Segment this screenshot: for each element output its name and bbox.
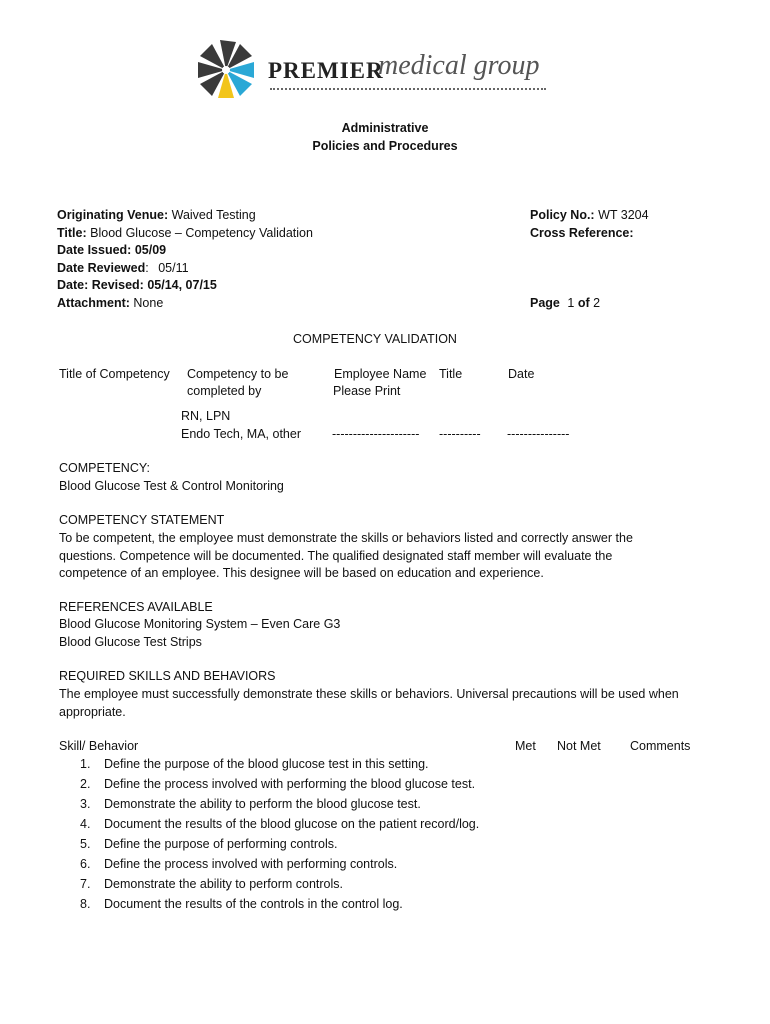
item-text: Define the process involved with performing controls. (104, 857, 398, 871)
roles-line2: Endo Tech, MA, other (181, 427, 301, 441)
item-text: Demonstrate the ability to perform the blood glucose test. (104, 797, 421, 811)
competency-text: Blood Glucose Test & Control Monitoring (59, 479, 284, 493)
revised-value: 05/14, 07/15 (147, 278, 217, 292)
col-employee-name-l2: Please Print (333, 384, 401, 398)
item-text: Define the process involved with performing the blood glucose test. (104, 777, 476, 791)
reviewed-colon: : (145, 261, 149, 275)
heading-policies: Policies and Procedures (312, 139, 458, 153)
meta-revised (57, 278, 217, 292)
policy-label: Policy No.: (530, 208, 595, 222)
meta-venue (57, 208, 256, 222)
page-num: 1 (567, 296, 575, 310)
reviewed-label: Date Reviewed (57, 261, 146, 275)
item-num: 4. (80, 817, 91, 831)
meta-policy (530, 208, 649, 222)
item-num: 2. (80, 777, 91, 791)
logo-word-medical-group: medical group (378, 50, 540, 81)
item-text: Define the purpose of the blood glucose test in this setting. (104, 757, 429, 771)
references-heading: REFERENCES AVAILABLE (59, 600, 213, 614)
item-num: 3. (80, 797, 91, 811)
policy-value: WT 3204 (598, 208, 649, 222)
title-value: Blood Glucose – Competency Validation (90, 226, 313, 240)
meta-title (57, 226, 313, 240)
blank-date: --------------- (507, 427, 570, 441)
item-num: 5. (80, 837, 91, 851)
venue-label: Originating Venue: (57, 208, 169, 222)
meta-reviewed (57, 261, 189, 275)
section-title: COMPETENCY VALIDATION (293, 332, 457, 346)
item-num: 8. (80, 897, 91, 911)
item-num: 6. (80, 857, 91, 871)
venue-value: Waived Testing (171, 208, 256, 222)
references-line1: Blood Glucose Monitoring System – Even Care G3 (59, 617, 341, 631)
meta-attachment (57, 296, 163, 310)
skills-col-comments: Comments (630, 739, 691, 753)
list-item (80, 897, 403, 911)
list-item (80, 817, 479, 831)
attachment-value: None (133, 296, 164, 310)
list-item (80, 837, 337, 851)
skills-col-met: Met (515, 739, 536, 753)
col-title: Title (439, 367, 463, 381)
col-date: Date (508, 367, 535, 381)
statement-heading: COMPETENCY STATEMENT (59, 513, 225, 527)
list-item (80, 877, 343, 891)
required-text: The employee must successfully demonstrate these skills or behaviors. Universal precautions will be used when appropriate. (59, 687, 679, 719)
col-title-of-competency: Title of Competency (59, 367, 170, 381)
page-label: Page (530, 296, 560, 310)
item-text: Document the results of the controls in the control log. (104, 897, 403, 911)
meta-issued (57, 243, 166, 257)
pinwheel-logo-icon (186, 38, 266, 102)
list-item (80, 797, 421, 811)
heading-administrative: Administrative (341, 121, 429, 135)
issued-value: 05/09 (134, 243, 167, 257)
blank-employee-name: --------------------- (332, 427, 420, 441)
meta-page (530, 296, 600, 310)
blank-title: ---------- (439, 427, 481, 441)
list-item (80, 777, 475, 791)
item-text: Document the results of the blood glucose on the patient record/log. (104, 817, 480, 831)
title-label: Title: (57, 226, 87, 240)
required-heading: REQUIRED SKILLS AND BEHAVIORS (59, 669, 276, 683)
col-competency-to-be-l1: Competency to be (187, 367, 289, 381)
item-num: 7. (80, 877, 91, 891)
roles-line1: RN, LPN (181, 409, 231, 423)
item-text: Demonstrate the ability to perform controls. (104, 877, 343, 891)
list-item (80, 857, 397, 871)
attachment-label: Attachment: (57, 296, 130, 310)
meta-crossref: Cross Reference: (530, 226, 634, 240)
revised-label: Date: Revised: (57, 278, 144, 292)
page-of: of (577, 296, 590, 310)
references-line2: Blood Glucose Test Strips (59, 635, 202, 649)
list-item (80, 757, 429, 771)
competency-heading: COMPETENCY: (59, 461, 150, 475)
col-employee-name-l1: Employee Name (334, 367, 427, 381)
statement-text: To be competent, the employee must demonstrate the skills or behaviors listed and correctly answer the questions. Competence will be documented. The qualified designated staff member will evaluate the competence of an employee. This designee will be based on education and experience. (59, 531, 633, 580)
reviewed-value: 05/11 (158, 261, 189, 275)
skills-col-not-met: Not Met (557, 739, 601, 753)
page-total: 2 (593, 296, 601, 310)
col-competency-to-be-l2: completed by (187, 384, 262, 398)
logo-dotted-rule (270, 88, 546, 90)
item-text: Define the purpose of performing controls. (104, 837, 338, 851)
item-num: 1. (80, 757, 91, 771)
skills-col-skill: Skill/ Behavior (59, 739, 139, 753)
logo-word-premier: PREMIER (268, 58, 384, 83)
issued-label: Date Issued: (57, 243, 132, 257)
